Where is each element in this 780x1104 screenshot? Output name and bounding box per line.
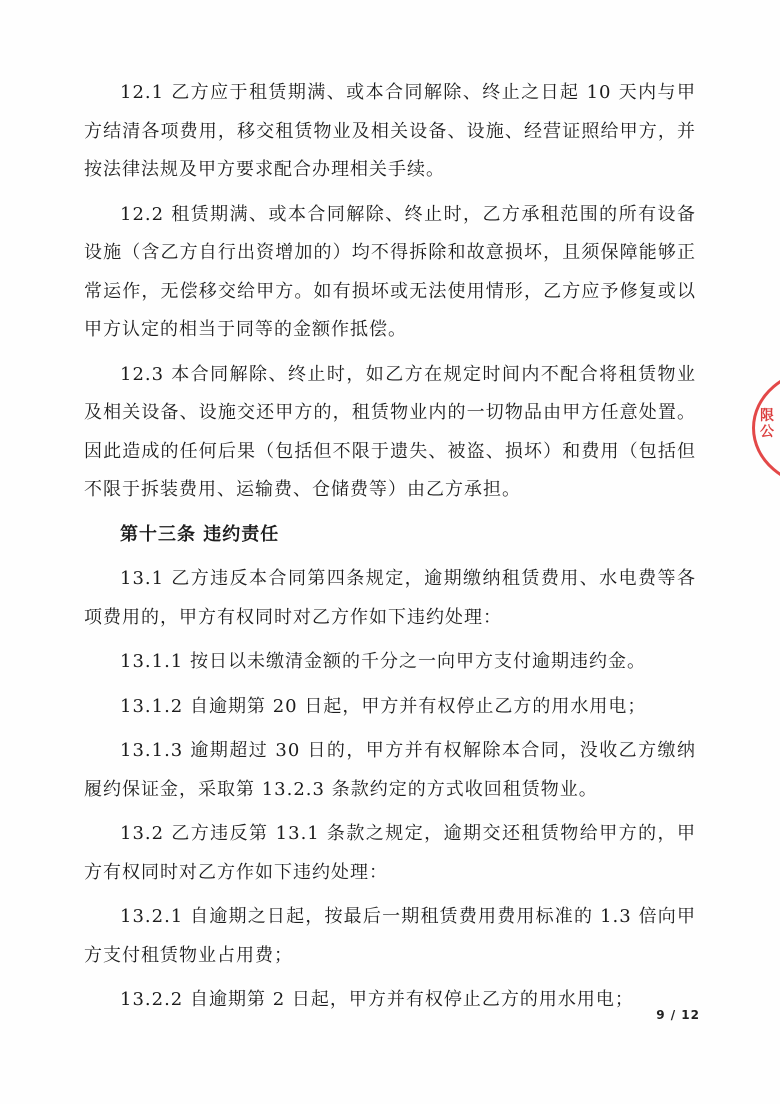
clause-12-3: 12.3 本合同解除、终止时，如乙方在规定时间内不配合将租赁物业及相关设备、设施交还甲方的，租赁物业内的一切物品由甲方任意处置。因此造成的任何后果（包括但不限于遗失、被盗、损坏）和费用（包括但不限于拆装费用、运输费、仓储费等）由乙方承担。: [84, 363, 696, 500]
clause-13-1-3: 13.1.3 逾期超过 30 日的，甲方并有权解除本合同，没收乙方缴纳履约保证金，采取第 13.2.3 条款约定的方式收回租赁物业。: [84, 740, 696, 800]
clause-13-1-2: 13.1.2 自逾期第 20 日起，甲方并有权停止乙方的用水用电；: [120, 695, 647, 717]
section-heading-13: 第十三条 违约责任: [120, 523, 280, 545]
company-seal-fragment: [752, 368, 780, 488]
clause-13-2-2: 13.2.2 自逾期第 2 日起，甲方并有权停止乙方的用水用电；: [120, 989, 634, 1010]
clause-13-1: 13.1 乙方违反本合同第四条规定，逾期缴纳租赁费用、水电费等各项费用的，甲方有权同时对乙方作如下违约处理：: [84, 568, 696, 628]
clause-13-1-1: 13.1.1 按日以未缴清金额的千分之一向甲方支付逾期违约金。: [120, 651, 646, 672]
clause-13-2: 13.2 乙方违反第 13.1 条款之规定，逾期交还租赁物给甲方的，甲方有权同时对乙方作如下违约处理：: [84, 823, 696, 883]
page-number: 9 / 12: [656, 1008, 700, 1022]
seal-text: 限公: [760, 408, 774, 440]
document-body: [84, 74, 696, 1026]
clause-12-1: 12.1 乙方应于租赁期满、或本合同解除、终止之日起 10 天内与甲方结清各项费用，移交租赁物业及相关设备、设施、经营证照给甲方，并按法律法规及甲方要求配合办理相关手续。: [84, 82, 696, 180]
clause-12-2: 12.2 租赁期满、或本合同解除、终止时，乙方承租范围的所有设备设施（含乙方自行出资增加的）均不得拆除和故意损坏，且须保障能够正常运作，无偿移交给甲方。如有损坏或无法使用情形，乙方应予修复或以甲方认定的相当于同等的金额作抵偿。: [84, 203, 696, 340]
clause-13-2-1: 13.2.1 自逾期之日起，按最后一期租赁费用费用标准的 1.3 倍向甲方支付租赁物业占用费；: [84, 906, 696, 966]
